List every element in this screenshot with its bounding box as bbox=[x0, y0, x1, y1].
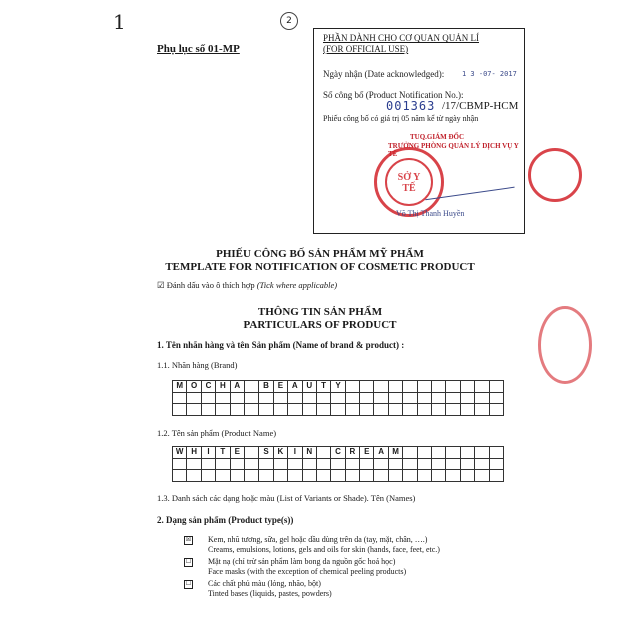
letter-cell[interactable] bbox=[302, 470, 316, 482]
letter-cell[interactable] bbox=[302, 404, 316, 416]
date-stamp: 1 3 -07- 2017 bbox=[462, 70, 517, 78]
letter-cell[interactable] bbox=[216, 470, 230, 482]
letter-cell[interactable] bbox=[331, 470, 345, 482]
letter-cell[interactable]: H bbox=[187, 447, 201, 459]
tick-instruction bbox=[157, 280, 337, 291]
letter-cell[interactable] bbox=[460, 381, 474, 393]
letter-cell[interactable] bbox=[388, 458, 402, 470]
letter-cell[interactable] bbox=[173, 458, 187, 470]
letter-cell[interactable]: T bbox=[216, 447, 230, 459]
letter-cell[interactable] bbox=[403, 392, 417, 404]
letter-cell[interactable] bbox=[432, 447, 446, 459]
letter-cell[interactable] bbox=[216, 458, 230, 470]
letter-cell[interactable] bbox=[201, 392, 215, 404]
variants-label: 1.3. Danh sách các dạng hoặc màu (List of Variants or Shade). Tên (Names) bbox=[157, 493, 416, 503]
brand-label: 1.1. Nhãn hàng (Brand) bbox=[157, 360, 238, 370]
letter-cell[interactable] bbox=[244, 404, 258, 416]
letter-cell[interactable]: E bbox=[360, 447, 374, 459]
section-2-heading: 2. Dạng sản phẩm (Product type(s)) bbox=[157, 515, 294, 525]
letter-cell[interactable] bbox=[201, 458, 215, 470]
handwritten-mark: 1 bbox=[113, 10, 126, 34]
letter-cell[interactable] bbox=[302, 458, 316, 470]
letter-cell[interactable]: U bbox=[302, 381, 316, 393]
letter-cell[interactable] bbox=[475, 447, 489, 459]
letter-cell[interactable] bbox=[273, 404, 287, 416]
validity-note: Phiếu công bố có giá trị 05 năm kể từ ngày nhận bbox=[323, 114, 479, 123]
annex-label: Phụ lục số 01-MP bbox=[157, 43, 240, 55]
official-heading-en: (FOR OFFICIAL USE) bbox=[323, 44, 409, 54]
letter-cell[interactable] bbox=[230, 392, 244, 404]
letter-cell[interactable]: B bbox=[259, 381, 273, 393]
letter-cell[interactable] bbox=[273, 470, 287, 482]
letter-cell[interactable] bbox=[374, 470, 388, 482]
option-text-vi: Các chất phủ màu (lỏng, nhão, bột) bbox=[208, 579, 321, 588]
letter-cell[interactable] bbox=[288, 470, 302, 482]
letter-cell[interactable] bbox=[388, 470, 402, 482]
letter-cell[interactable] bbox=[489, 404, 503, 416]
letter-cell[interactable] bbox=[475, 458, 489, 470]
letter-cell[interactable] bbox=[446, 404, 460, 416]
letter-cell[interactable] bbox=[187, 470, 201, 482]
letter-cell[interactable]: Y bbox=[331, 381, 345, 393]
date-acknowledged-label: Ngày nhận (Date acknowledged): bbox=[323, 69, 445, 79]
letter-cell[interactable] bbox=[230, 458, 244, 470]
letter-cell[interactable]: W bbox=[173, 447, 187, 459]
tick-instruction-en: (Tick where applicable) bbox=[256, 280, 338, 290]
letter-cell[interactable] bbox=[288, 392, 302, 404]
option-text-en: Creams, emulsions, lotions, gels and oils for skin (hands, face, feet, etc.) bbox=[208, 545, 440, 554]
product-name-label: 1.2. Tên sản phẩm (Product Name) bbox=[157, 428, 277, 438]
letter-cell[interactable]: M bbox=[173, 381, 187, 393]
checkbox-unchecked[interactable]: ☐ bbox=[185, 559, 192, 565]
letter-cell[interactable] bbox=[331, 458, 345, 470]
form-title-vi: PHIẾU CÔNG BỐ SẢN PHẨM MỸ PHẨM bbox=[216, 248, 424, 260]
letter-cell[interactable] bbox=[230, 470, 244, 482]
margin-seal-icon bbox=[528, 148, 582, 202]
particulars-title-vi: THÔNG TIN SẢN PHẨM bbox=[257, 306, 383, 318]
option-text-vi: Mặt nạ (chỉ trừ sản phẩm làm bong da nguồn gốc hoá học) bbox=[208, 557, 396, 566]
letter-cell[interactable] bbox=[446, 470, 460, 482]
letter-cell[interactable]: E bbox=[230, 447, 244, 459]
letter-cell[interactable] bbox=[273, 392, 287, 404]
letter-cell[interactable] bbox=[345, 404, 359, 416]
letter-cell[interactable] bbox=[360, 470, 374, 482]
letter-cell[interactable] bbox=[432, 470, 446, 482]
letter-cell[interactable] bbox=[288, 458, 302, 470]
letter-cell[interactable] bbox=[360, 404, 374, 416]
letter-cell[interactable] bbox=[316, 470, 330, 482]
letter-cell[interactable] bbox=[403, 470, 417, 482]
letter-cell[interactable]: A bbox=[230, 381, 244, 393]
letter-cell[interactable]: O bbox=[187, 381, 201, 393]
letter-cell[interactable] bbox=[489, 458, 503, 470]
letter-cell[interactable] bbox=[388, 404, 402, 416]
letter-cell[interactable] bbox=[187, 404, 201, 416]
particulars-title-en: PARTICULARS OF PRODUCT bbox=[243, 319, 397, 331]
letter-cell[interactable] bbox=[460, 458, 474, 470]
letter-cell[interactable]: A bbox=[374, 447, 388, 459]
letter-cell[interactable] bbox=[201, 404, 215, 416]
option-text-en: Face masks (with the exception of chemical peeling products) bbox=[208, 567, 407, 576]
letter-cell[interactable] bbox=[374, 392, 388, 404]
letter-cell[interactable] bbox=[460, 392, 474, 404]
letter-cell[interactable] bbox=[417, 381, 431, 393]
letter-cell[interactable] bbox=[403, 381, 417, 393]
letter-cell[interactable] bbox=[230, 404, 244, 416]
letter-cell[interactable] bbox=[345, 392, 359, 404]
letter-cell[interactable]: N bbox=[302, 447, 316, 459]
letter-cell[interactable] bbox=[173, 392, 187, 404]
letter-cell[interactable] bbox=[460, 447, 474, 459]
letter-cell[interactable] bbox=[187, 392, 201, 404]
letter-cell[interactable] bbox=[417, 470, 431, 482]
official-heading-vi: PHẦN DÀNH CHO CƠ QUAN QUẢN LÍ bbox=[323, 33, 479, 43]
letter-cell[interactable] bbox=[489, 470, 503, 482]
letter-cell[interactable] bbox=[475, 392, 489, 404]
letter-cell[interactable] bbox=[331, 404, 345, 416]
letter-cell[interactable] bbox=[489, 381, 503, 393]
letter-cell[interactable] bbox=[388, 381, 402, 393]
letter-cell[interactable] bbox=[475, 381, 489, 393]
brand-letter-grid bbox=[172, 380, 504, 416]
checkbox-unchecked[interactable]: ☐ bbox=[185, 581, 192, 587]
letter-cell[interactable] bbox=[259, 470, 273, 482]
letter-cell[interactable] bbox=[259, 458, 273, 470]
letter-cell[interactable] bbox=[244, 447, 258, 459]
letter-cell[interactable] bbox=[360, 392, 374, 404]
letter-cell[interactable] bbox=[417, 392, 431, 404]
letter-cell[interactable] bbox=[432, 404, 446, 416]
letter-cell[interactable] bbox=[432, 392, 446, 404]
letter-cell[interactable] bbox=[259, 404, 273, 416]
letter-cell[interactable] bbox=[345, 381, 359, 393]
letter-cell[interactable] bbox=[432, 458, 446, 470]
letter-cell[interactable] bbox=[259, 392, 273, 404]
letter-cell[interactable] bbox=[302, 392, 316, 404]
letter-cell[interactable] bbox=[244, 470, 258, 482]
signer-title-2: TRƯỞNG PHÒNG QUẢN LÝ DỊCH VỤ Y TẾ bbox=[388, 142, 519, 158]
letter-cell[interactable]: C bbox=[201, 381, 215, 393]
letter-cell[interactable] bbox=[345, 470, 359, 482]
letter-cell[interactable] bbox=[316, 392, 330, 404]
letter-cell[interactable] bbox=[244, 392, 258, 404]
letter-cell[interactable] bbox=[460, 404, 474, 416]
letter-cell[interactable] bbox=[360, 458, 374, 470]
signer-name: Võ Thị Thanh Huyền bbox=[396, 209, 465, 218]
letter-cell[interactable] bbox=[316, 447, 330, 459]
option-text-vi: Kem, nhũ tương, sữa, gel hoặc dầu dùng trên da (tay, mặt, chân, ….) bbox=[208, 535, 428, 544]
letter-cell[interactable] bbox=[417, 458, 431, 470]
letter-cell[interactable] bbox=[489, 447, 503, 459]
letter-cell[interactable] bbox=[403, 447, 417, 459]
letter-cell[interactable] bbox=[446, 458, 460, 470]
letter-cell[interactable] bbox=[475, 404, 489, 416]
letter-cell[interactable]: I bbox=[288, 447, 302, 459]
notification-number-stamp: 001363 bbox=[386, 99, 436, 113]
letter-cell[interactable] bbox=[273, 458, 287, 470]
letter-cell[interactable] bbox=[345, 458, 359, 470]
letter-cell[interactable] bbox=[388, 392, 402, 404]
official-seal-icon bbox=[374, 147, 444, 217]
signer-title-1: TUQ.GIÁM ĐỐC bbox=[410, 133, 465, 141]
letter-cell[interactable] bbox=[173, 470, 187, 482]
section-1-heading: 1. Tên nhãn hàng và tên Sản phẩm (Name of brand & product) : bbox=[157, 340, 405, 350]
letter-cell[interactable]: T bbox=[316, 381, 330, 393]
tick-instruction-vi: Đánh dấu vào ô thích hợp bbox=[166, 280, 255, 290]
letter-cell[interactable] bbox=[288, 404, 302, 416]
letter-cell[interactable] bbox=[403, 458, 417, 470]
official-use-box bbox=[313, 28, 525, 234]
letter-cell[interactable] bbox=[374, 458, 388, 470]
letter-cell[interactable]: A bbox=[288, 381, 302, 393]
notification-number-suffix: /17/CBMP-HCM bbox=[442, 100, 519, 112]
notification-no-label: Số công bố (Product Notification No.): bbox=[323, 90, 464, 100]
letter-cell[interactable]: K bbox=[273, 447, 287, 459]
letter-cell[interactable]: S bbox=[259, 447, 273, 459]
letter-cell[interactable] bbox=[360, 381, 374, 393]
letter-cell[interactable] bbox=[216, 392, 230, 404]
letter-cell[interactable] bbox=[489, 392, 503, 404]
letter-cell[interactable]: C bbox=[331, 447, 345, 459]
page-circle-mark: 2 bbox=[280, 12, 298, 30]
letter-cell[interactable] bbox=[244, 458, 258, 470]
letter-cell[interactable] bbox=[201, 470, 215, 482]
seal-text: SỞ Y TẾ bbox=[397, 172, 421, 194]
letter-cell[interactable] bbox=[475, 470, 489, 482]
letter-cell[interactable] bbox=[417, 404, 431, 416]
letter-cell[interactable]: R bbox=[345, 447, 359, 459]
letter-cell[interactable] bbox=[417, 447, 431, 459]
letter-cell[interactable] bbox=[173, 404, 187, 416]
letter-cell[interactable] bbox=[374, 381, 388, 393]
letter-cell[interactable] bbox=[244, 381, 258, 393]
option-text-en: Tinted bases (liquids, pastes, powders) bbox=[208, 589, 332, 598]
checked-box-icon: ☑ bbox=[157, 280, 165, 290]
product-letter-grid bbox=[172, 446, 504, 482]
letter-cell[interactable] bbox=[331, 392, 345, 404]
letter-cell[interactable] bbox=[446, 392, 460, 404]
letter-cell[interactable] bbox=[460, 470, 474, 482]
letter-cell[interactable] bbox=[446, 381, 460, 393]
letter-cell[interactable] bbox=[403, 404, 417, 416]
form-title-en: TEMPLATE FOR NOTIFICATION OF COSMETIC PRODUCT bbox=[165, 261, 475, 273]
letter-cell[interactable]: I bbox=[201, 447, 215, 459]
letter-cell[interactable] bbox=[374, 404, 388, 416]
letter-cell[interactable] bbox=[432, 381, 446, 393]
letter-cell[interactable] bbox=[216, 404, 230, 416]
letter-cell[interactable]: E bbox=[273, 381, 287, 393]
letter-cell[interactable]: H bbox=[216, 381, 230, 393]
letter-cell[interactable]: M bbox=[388, 447, 402, 459]
letter-cell[interactable] bbox=[316, 404, 330, 416]
letter-cell[interactable] bbox=[316, 458, 330, 470]
checkbox-checked[interactable]: ☒ bbox=[185, 537, 192, 543]
letter-cell[interactable] bbox=[187, 458, 201, 470]
letter-cell[interactable] bbox=[446, 447, 460, 459]
